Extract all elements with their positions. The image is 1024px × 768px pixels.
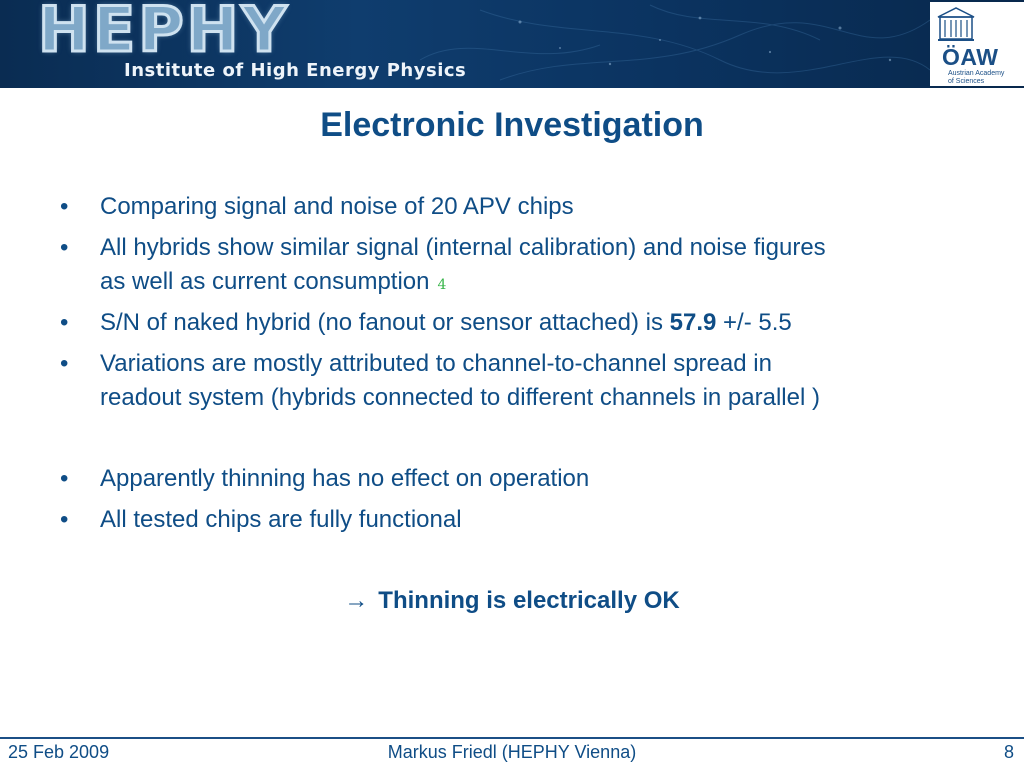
bullet-text: Comparing signal and noise of 20 APV chips	[100, 193, 574, 220]
bullet-glyph: •	[60, 193, 69, 220]
page-number: 8	[1003, 742, 1014, 762]
oaw-logo	[930, 2, 1024, 86]
institute-name: Institute of High Energy Physics	[124, 60, 467, 81]
bullet-text: Apparently thinning has no effect on operation	[100, 465, 590, 492]
bullet-text-line: All hybrids show similar signal (internal calibration) and noise figures	[100, 234, 826, 261]
bullet-glyph: •	[60, 350, 69, 377]
bullet-glyph: •	[60, 506, 69, 533]
slide-title: Electronic Investigation	[320, 106, 704, 144]
bullet-glyph: •	[60, 234, 69, 261]
header-banner	[0, 0, 1024, 88]
bullet-text-line: Variations are mostly attributed to channel-to-channel spread in	[100, 350, 772, 377]
bullet-text: All tested chips are fully functional	[100, 506, 462, 533]
bullet-text-line: as well as current consumption	[100, 268, 430, 295]
conclusion	[0, 584, 1024, 618]
footer-author: Markus Friedl (HEPHY Vienna)	[387, 742, 637, 762]
right-arrow-icon: →	[344, 587, 369, 614]
sn-error: +/- 5.5	[716, 309, 792, 336]
conclusion-text: Thinning is electrically OK	[378, 587, 680, 614]
footer-divider	[0, 737, 1024, 739]
bullet-glyph: •	[60, 465, 69, 492]
oaw-name-line1: Austrian Academy	[948, 70, 1005, 77]
reference-marker: 4	[437, 277, 447, 293]
hephy-logo-wordmark: HEPHY	[38, 0, 290, 66]
bullet-text-line: readout system (hybrids connected to different channels in parallel )	[100, 384, 820, 411]
bullet-text: S/N of naked hybrid (no fanout or sensor attached) is	[100, 309, 670, 336]
bullet-glyph: •	[60, 309, 69, 336]
footer-date: 25 Feb 2009	[8, 742, 110, 762]
sn-value: 57.9	[669, 309, 717, 336]
academy-building-icon	[936, 5, 976, 43]
oaw-acronym: ÖAW	[942, 44, 999, 70]
oaw-name-line2: of Sciences	[948, 78, 985, 85]
